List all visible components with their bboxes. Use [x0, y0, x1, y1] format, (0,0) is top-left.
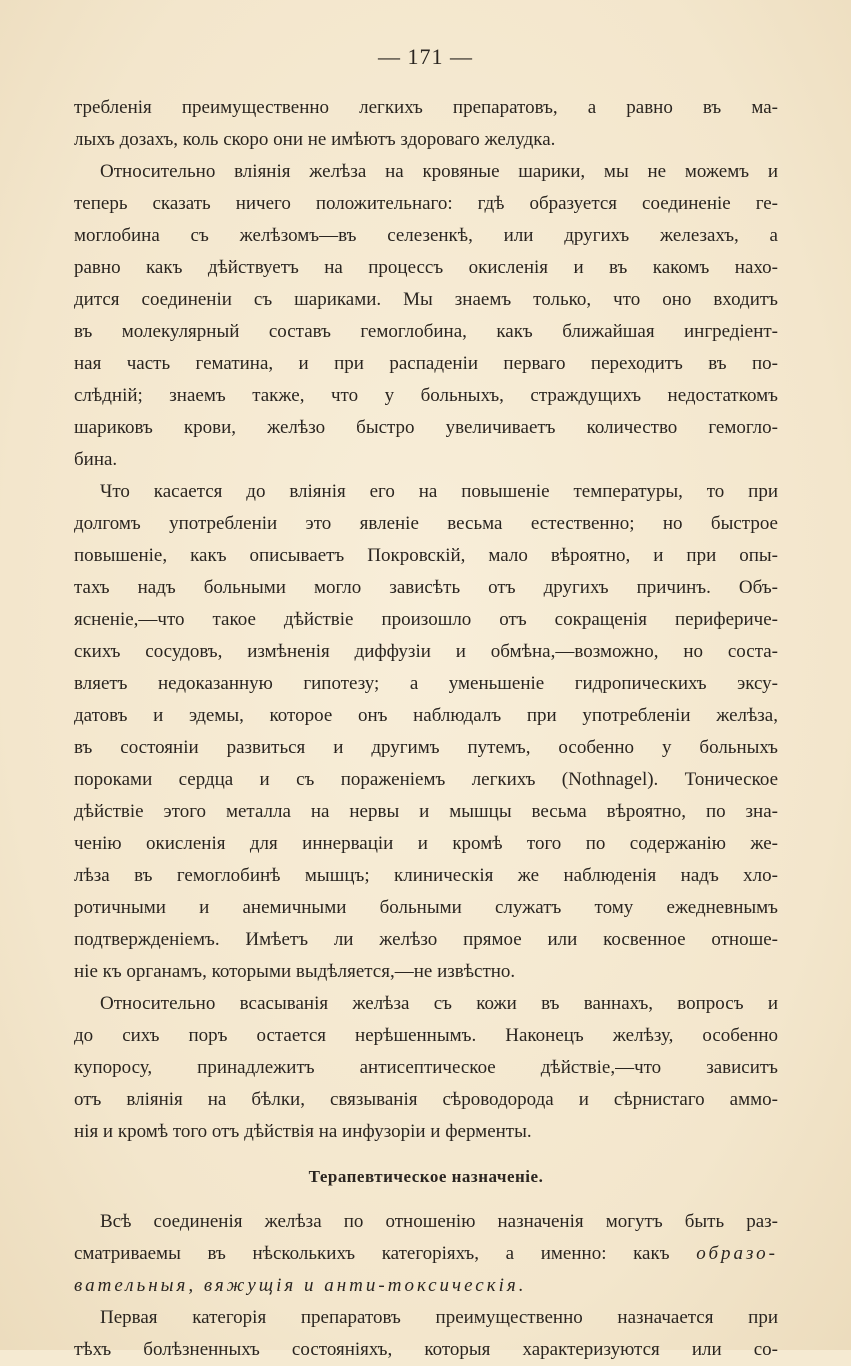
text-line: ротичными и анемичными больными служатъ тому ежедневнымъ — [74, 897, 778, 918]
text-line: дѣйствіе этого металла на нервы и мышцы весьма вѣроятно, по зна- — [74, 801, 778, 822]
text-segment: сматриваемы въ нѣсколькихъ категоріяхъ, а именно: какъ — [74, 1243, 697, 1264]
text-line: долгомъ употребленіи это явленіе весьма естественно; но быстрое — [74, 513, 778, 534]
text-line: въ состояніи развиться и другимъ путемъ, особенно у больныхъ — [74, 737, 778, 758]
text-line: дится соединеніи съ шариками. Мы знаемъ только, что оно входитъ — [74, 289, 778, 310]
text-line: нія и кромѣ того отъ дѣйствія на инфузоріи и ферменты. — [74, 1121, 532, 1142]
text-line: Относительно всасыванія желѣза съ кожи въ ваннахъ, вопросъ и — [100, 993, 778, 1014]
text-line: ясненіе,—что такое дѣйствіе произошло отъ сокращенія перифериче- — [74, 609, 778, 630]
text-line: теперь сказать ничего положительнаго: гдѣ образуется соединеніе ге- — [74, 193, 778, 214]
text-line: бина. — [74, 449, 118, 470]
paragraph-6 — [74, 1302, 778, 1366]
text-line: подтвержденіемъ. Имѣетъ ли желѣзо прямое или косвенное отноше- — [74, 929, 778, 950]
text-line: купоросу, принадлежитъ антисептическое дѣйствіе,—что зависитъ — [74, 1057, 778, 1078]
text-line: скихъ сосудовъ, измѣненія диффузіи и обмѣна,—возможно, но соста- — [74, 641, 778, 662]
text-line: моглобина съ желѣзомъ—въ селезенкѣ, или другихъ железахъ, а — [74, 225, 778, 246]
text-line: ченію окисленія для иннерваціи и кромѣ того по содержанію же- — [74, 833, 778, 854]
text-line: Всѣ соединенія желѣза по отношенію назначенія могутъ быть раз- — [100, 1211, 778, 1232]
paragraph-2 — [74, 156, 778, 476]
text-line: лѣза въ гемоглобинѣ мышцъ; клиническія же наблюденія надъ хло- — [74, 865, 778, 886]
section-heading: Терапевтическое назначеніе. — [308, 1167, 544, 1186]
text-line: ная часть гематина, и при распаденіи перваго переходитъ въ по- — [74, 353, 778, 374]
text-line: равно какъ дѣйствуетъ на процессъ окисленія и въ какомъ нахо- — [74, 257, 778, 278]
text-line: пороками сердца и съ пораженіемъ легкихъ (Nothnagel). Тоническое — [74, 769, 778, 790]
text-line: датовъ и эдемы, которое онъ наблюдалъ при употребленіи желѣза, — [74, 705, 778, 726]
text-line: отъ вліянія на бѣлки, связыванія сѣроводорода и сѣрнистаго аммо- — [74, 1089, 778, 1110]
text-line: повышеніе, какъ описываетъ Покровскій, мало вѣроятно, и при опы- — [74, 545, 778, 566]
spaced-emphasis-line: вательныя, вяжущія и анти-токсическія. — [74, 1275, 527, 1296]
text-line: до сихъ поръ остается нерѣшеннымъ. Наконецъ желѣзу, особенно — [74, 1025, 778, 1046]
paragraph-4 — [74, 988, 778, 1148]
paragraph-1 — [74, 92, 778, 156]
text-line: требленія преимущественно легкихъ препаратовъ, а равно въ ма- — [74, 97, 778, 118]
body-text — [74, 92, 778, 1366]
text-line: лыхъ дозахъ, коль скоро они не имѣютъ здороваго желудка. — [74, 129, 556, 150]
text-line: слѣдній; знаемъ также, что у больныхъ, страждущихъ недостаткомъ — [74, 385, 778, 406]
text-line: Относительно вліянія желѣза на кровяные шарики, мы не можемъ и — [100, 161, 778, 182]
text-line: тѣхъ болѣзненныхъ состояніяхъ, которыя характеризуются или со- — [74, 1339, 778, 1360]
page-number: — 171 — — [378, 44, 473, 69]
text-line: ніе къ органамъ, которыми выдѣляется,—не извѣстно. — [74, 961, 516, 982]
text-line: вляетъ недоказанную гипотезу; а уменьшеніе гидропическихъ эксу- — [74, 673, 778, 694]
text-line: въ молекулярный составъ гемоглобина, какъ ближайшая ингредіент- — [74, 321, 778, 342]
text-line: Что касается до вліянія его на повышеніе температуры, то при — [100, 481, 778, 502]
text-line: Первая категорія препаратовъ преимущественно назначается при — [100, 1307, 778, 1328]
text-line — [74, 1238, 778, 1270]
paragraph-3 — [74, 476, 778, 988]
text-line: тахъ надъ больными могло зависѣть отъ другихъ причинъ. Объ- — [74, 577, 778, 598]
paragraph-5 — [74, 1206, 778, 1302]
text-line: шариковъ крови, желѣзо быстро увеличиваетъ количество гемогло- — [74, 417, 778, 438]
spaced-emphasis: образо- — [696, 1243, 778, 1264]
